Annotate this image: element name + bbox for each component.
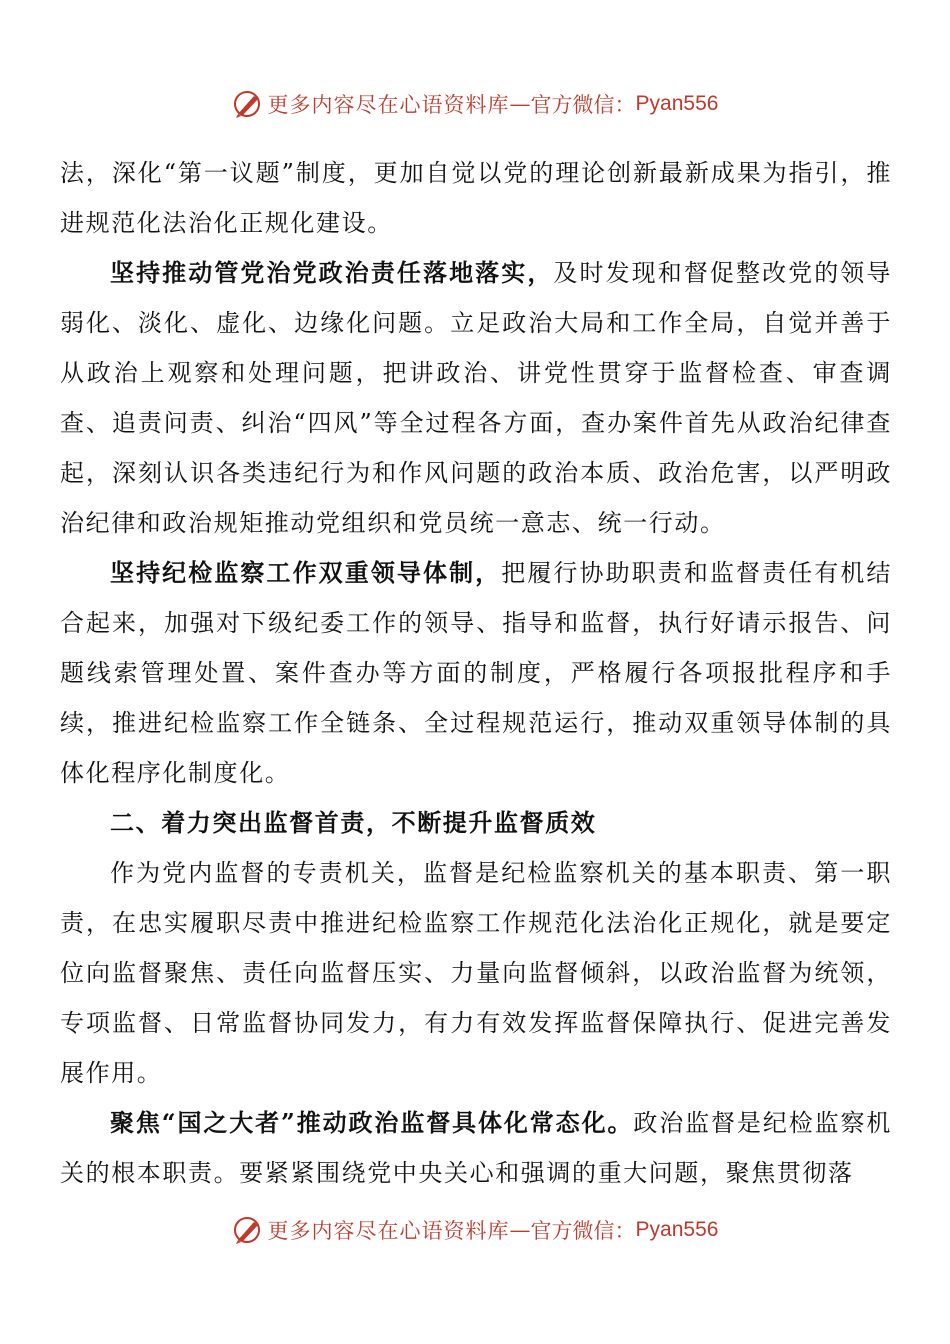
section-heading: 二、着力突出监督首责，不断提升监督质效 [110, 809, 597, 837]
pen-logo-icon [232, 1214, 264, 1246]
banner-wechat-label: 官方微信： [530, 93, 636, 117]
paragraph-dual-leadership [60, 548, 892, 798]
banner-wechat-label: 官方微信： [530, 1219, 636, 1243]
footer-watermark-banner [0, 1212, 950, 1248]
banner-dash: — [509, 92, 531, 116]
header-watermark-banner [0, 86, 950, 122]
paragraph-text: 及时发现和督促整改党的领导弱化、淡化、虚化、边缘化问题。立足政治大局和工作全局，自觉并善于从政治上观察和处理问题，把讲政治、讲党性贯穿于监督检查、审查调查、追责问责、纠治“四风”等全过程各方面，查办案件首先从政治纪律查起，深刻认识各类违纪行为和作风问题的政治本质、政治危害，以严明政治纪律和政治规矩推动党组织和党员统一意志、统一行动。 [60, 259, 892, 537]
document-body [60, 148, 892, 1198]
paragraph-lead-bold: 聚焦“国之大者”推动政治监督具体化常态化。 [110, 1108, 634, 1137]
pen-logo-icon [232, 88, 264, 120]
banner-dash: — [509, 1218, 531, 1242]
paragraph-lead-bold: 坚持纪检监察工作双重领导体制， [110, 558, 502, 587]
banner-brand: 更多内容尽在心语资料库 [267, 93, 510, 117]
paragraph-continued: 法，深化“第一议题”制度，更加自觉以党的理论创新最新成果为指引，推进规范化法治化正规化建设。 [60, 159, 892, 237]
banner-brand: 更多内容尽在心语资料库 [267, 1219, 510, 1243]
banner-wechat-id: Pyan556 [635, 1218, 719, 1241]
paragraph-supervision: 作为党内监督的专责机关，监督是纪检监察机关的基本职责、第一职责，在忠实履职尽责中推进纪检监察工作规范化法治化正规化，就是要定位向监督聚焦、责任向监督压实、力量向监督倾斜，以政治监督为统领，专项监督、日常监督协同发力，有力有效发挥监督保障执行、促进完善发展作用。 [60, 859, 892, 1087]
banner-wechat-id: Pyan556 [635, 92, 719, 115]
paragraph-text: 把履行协助职责和监督责任有机结合起来，加强对下级纪委工作的领导、指导和监督，执行好请示报告、问题线索管理处置、案件查办等方面的制度，严格履行各项报批程序和手续，推进纪检监察工作全链条、全过程规范运行，推动双重领导体制的具体化程序化制度化。 [60, 559, 893, 787]
paragraph-lead-bold: 坚持推动管党治党政治责任落地落实， [110, 258, 554, 287]
paragraph-text: 政治监督是纪检监察机关的根本职责。要紧紧围绕党中央关心和强调的重大问题，聚焦贯彻落 [60, 1109, 892, 1187]
paragraph-political-supervision [60, 1098, 892, 1198]
paragraph-responsibility [60, 248, 892, 548]
